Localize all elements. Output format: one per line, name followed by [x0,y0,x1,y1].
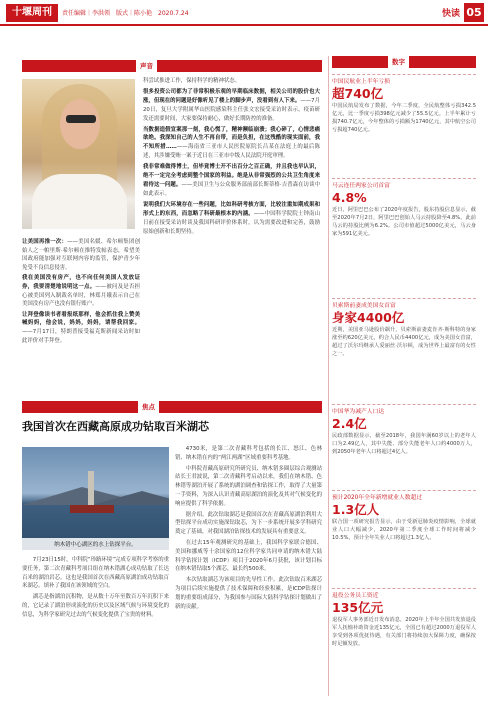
stat-value: 1.3亿人 [332,502,380,517]
stat-item [332,74,476,134]
quote-block: 当数据造假宣案那一刻，我心慌了，精神濒临崩溃；我心碎了，心情悲痛欲绝。我深知自己的人生不再自带，而是负担，在这残酷的现实面前，我不知所措……——海南省三亚市人民医院原院长吕某在法庭上的最后陈述，其涉嫌受贿一案于近日在三亚市中级人民法院开庭审理。 [143,126,320,160]
article-paragraph: 在过去15年观测研究的基础上，我国科学家联合德国、美国和挪威等十余国家的12位科学家共同申请的纳木错大陆科学钻探计划（ICDP）项目于2020年6月获批，该计划目标在纳木错钻取5个湖芯，最长约500米。 [175,539,322,573]
voice-bar-label: 声音 [130,60,157,72]
article-paragraph: 7月23日15时，中科院“珍路环境”完成专项科学考察的重要任务，第二次青藏科考项目组在纳木错湖心成功钻取了长达百米的湖泊岩芯，这也是我国首次在西藏高原湖泊成功钻取百米湖芯，填补了我国在该领域的空白。 [22,557,169,590]
lake-drilling-photo [22,447,169,550]
article-paragraph: 4730米，是第二次青藏科考包括的长江、怒江、色林错、纳木错在内的“两江两湖”区域重要科考基地。 [175,446,322,461]
stat-description: 近期，美国亚马逊股价飙升，贝索斯前妻麦肯齐·斯科特的身家涨至约620亿美元，约合人民币4400亿元，成为美国女首富，超过了沃尔玛继承人爱丽丝·沃尔顿，成为世界上最富有的女性之一。 [332,327,476,357]
stat-description: 民政部数据显示，截至2018年，我国年满60岁以上的老年人口为2.49亿人，其中失能、部分失能老年人口约4000万人，到2050年老年人口将超过4亿人。 [332,433,476,455]
stat-description: 近日，阿里巴巴公布了2020年度报告，股东持股信息显示，截至2020年7月2日，阿里巴巴创始人马云持股降至4.8%，此前马云的持股比例为6.2%。公司市值超过5000亿美元，马云身家为591亿美元。 [332,207,476,237]
article-headline: 我国首次在西藏高原成功钻取百米湖芯 [22,420,209,433]
page-number: 05 [464,3,484,22]
photo-caption: 纳木错中心湖区的水上钻探平台。 [54,542,137,548]
voice-bar [22,60,322,72]
column-divider [328,56,329,696]
stat-item [332,298,476,358]
quote-block: 科尝试推进工作，保持科学的精神状态。 [143,78,241,84]
stat-item [332,588,476,648]
focus-bar-label: 焦点 [132,401,159,413]
quote-block: 让拜登像读书者看报纸那样，他会抓住我上赞美喊妈妈，他会说，妈妈，妈妈，请帮我回家。——7月17日，特朗普接受福克斯新闻采访时如此评价对手拜登。 [22,311,140,344]
article-paragraph: 中科院青藏高原研究所研究员、纳木错多圈层综合观测站站长王君波说，第二次青藏科考启动以来，我们在纳木错、色林错等湖泊开展了系统的湖泊调查和钻探工作，取得了大量第一手资料，为深入认识青藏高原湖泊的演化及其对气候变化的响应提供了科学依据。 [175,465,322,507]
article-paragraph: 湖芯是指湖泊沉积物，是从数十万年至数百万年沉积下来的，它记录了湖泊形成演化的历史以及区域气候与环境变化的信息，为科学家研究过去的气候变化提供了宝贵的材料。 [22,594,169,618]
credits-line: 责任编辑｜李洪领 版式｜陈小艳 2020.7.24 [62,10,189,17]
stat-item [332,178,476,238]
voice-mid-column [143,77,320,238]
portrait-photo [22,79,135,229]
numbers-sidebar [332,66,476,700]
masthead: 十堰周刊 [6,4,58,22]
stat-description: 中国民航局发布了数据，今年二季度，全民航整体亏损342.5亿元，比一季度亏损398亿元减少了55.5亿元。上半年累计亏损740.7亿元，今年整体的亏损额为1740亿元，其中航空公司亏损超740亿元。 [332,103,476,133]
stat-title: 中国华为减产人口达 [332,409,385,415]
stat-title: 预计2020年全年新增就业人数超过 [332,495,423,501]
stat-value: 135亿元 [332,600,384,615]
quote-block: 我非常难做得博士，但毕竟博士开不出百分之百正确，并且我也早认识，绝不一定完全考虑到整个国家的利益。绝是从非常强烈的公共卫生角度来看待这一问题。——美国卫生与公众服务部前部长斯蒂格·吉普森在访谈中如此表示。 [143,164,320,197]
stat-title: 贝索斯前妻成美国女首富 [332,303,396,309]
quote-block: 让美国再推一次：——美国名媛、希尔顿集团创始人之一帕里斯·希尔顿在推特发帖表态，希望美国政府能加强对互联网内容的监管，保护青少年免受不良信息侵害。 [22,239,140,271]
focus-bar [22,401,322,413]
stat-value: 2.4亿 [332,416,367,431]
numbers-bar-label: 数字 [382,56,409,68]
quote-block: 我在美国没有房产，也不向任何美国人发放证券，我要清楚地说明这一点。——被问及是否担心被美国列入制裁名单时，林郑月娥表示自己在美国没有房产也没有银行账户。 [22,275,140,308]
stat-title: 退役公务员工资近 [332,593,379,599]
stat-item [332,490,476,542]
stat-title: 马云连任两家公司首富 [332,183,390,189]
quote-block: 很多投资公司都为了非常积极乐观的早期临床数据，相关公司的股价也大涨，但现在的问题是好像听见了楼上的脚步声，没看到有人下来。——7月20日，复旦大学附属华山医院感染科主任张文宏接受采访时表示，疫苗研发还需要时间，大家要保持耐心，做好长期防控的准备。 [143,88,320,122]
article-left-column [22,556,169,622]
stat-value: 4.8% [332,190,367,205]
section-name: 快读 [441,9,460,19]
article-paragraph: 本次钻取湖芯为该项目的先导性工作。此次钻取百米湖芯为项目后续实施提供了技术保障和经验积累，是ICDP钻探计划的重要组成部分，为我国参与国际大陆科学钻探计划做出了新的贡献。 [175,577,322,610]
page-header [0,0,488,26]
quote-block: 说明我们大环境存在一些问题，比如科研考核方面，比较注重如期成果和形式上的东西，而忽略了科研最根本的内涵。——中国科学院院士钟南山日前在接受采访时谈及我国科研评价体系时，认为需要改进和完善，鼓励原始创新和长期坚持。 [143,201,320,235]
stat-title: 中国民航业上半年亏损 [332,79,390,85]
stat-description: 退役军人事务部近日发布消息，2020年上半年全国共发放退役军人抚恤补助资金近135亿元，全国已有超过2000万退役军人享受到各项优抚待遇，有关部门将持续加大保障力度，确保按时足额发放。 [332,617,476,647]
article-paragraph: 据介绍，此次钻取湖芯是我国首次在青藏高原湖泊利用大型钻探平台成功实施深钻取芯，为下一步系统开展多学科研究奠定了基础，对我国湖泊钻探技术的发展具有重要意义。 [175,511,322,536]
article-right-column [175,445,322,613]
stat-item [332,404,476,456]
stat-description: 联合国一项研究报告显示，由于受新冠肺炎疫情影响，全球就业人口大幅减少，2020年第二季度全球工作时间将减少10.5%，预计全年失业人口将超过1.3亿人。 [332,519,476,541]
stat-value: 身家4400亿 [332,310,405,325]
stat-value: 超740亿 [332,86,384,101]
voice-left-column [22,238,140,347]
